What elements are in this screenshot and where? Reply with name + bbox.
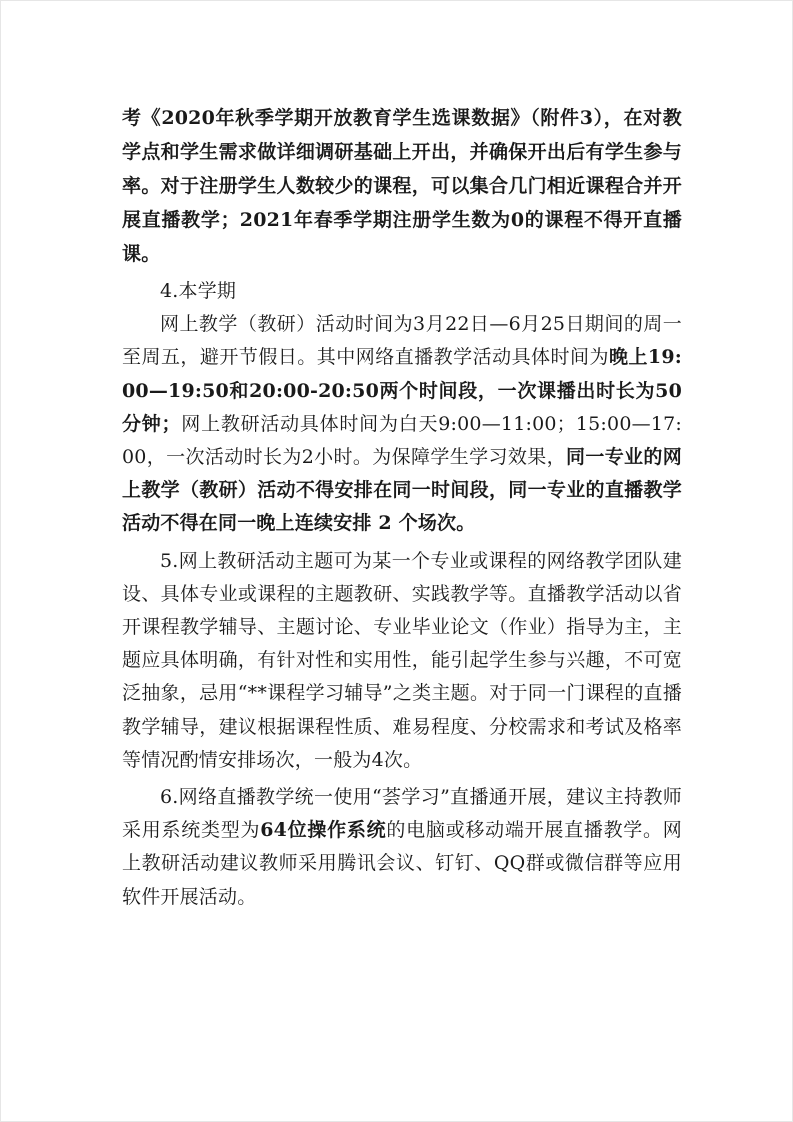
activity-time-text-1: 网上教学（教研）活动时间为3月22日—6月25日期间的周一至周五，避开节假日。其中网络直播教学活动具体时间为 xyxy=(122,313,682,369)
live-platform-text-1: 6.网络直播教学统一使用“荟学习”直播通开展，建议主持教师采用系统类型为 xyxy=(122,786,682,842)
paragraph-heading-this-semester: 4.本学期 xyxy=(160,280,237,302)
activity-time-bold-2: 同一专业的网上教学（教研）活动不得安排在同一时间段，同一专业的直播教学活动不得在同一晚上连续安排 2 个场次。 xyxy=(122,446,682,535)
paragraph-activity-topics: 5.网上教研活动主题可为某一个专业或课程的网络教学团队建设、具体专业或课程的主题教研、实践教学等。直播教学活动以省开课程教学辅导、主题讨论、专业毕业论文（作业）指导为主，主题应具体明确，有针对性和实用性，能引起学生参与兴趣，不可宽泛抽象，忌用“**课程学习辅导”之类主题。对于同一门课程的直播教学辅导，建议根据课程性质、难易程度、分校需求和考试及格率等情况酌情安排场次，一般为4次。 xyxy=(122,549,682,771)
activity-time-bold-1: 晚上19:00—19:50和20:00-20:50两个时间段，一次课播出时长为50分钟； xyxy=(122,346,682,435)
paragraph-live-platform xyxy=(122,781,682,914)
paragraph-activity-time xyxy=(122,308,682,540)
paragraph-course-selection: 考《2020年秋季学期开放教育学生选课数据》（附件3），在对教学点和学生需求做详细调研基础上开出，并确保开出后有学生参与率。对于注册学生人数较少的课程，可以集合几门相近课程合并开展直播教学；2021年春季学期注册学生数为0的课程不得开直播课。 xyxy=(122,107,682,265)
document-body xyxy=(122,101,682,914)
activity-time-text-2: 网上教研活动具体时间为白天9:00—11:00；15:00—17:00，一次活动时长为2小时。为保障学生学习效果， xyxy=(122,412,682,469)
live-platform-bold-1: 64位操作系统 xyxy=(260,819,387,842)
live-platform-text-2: 的电脑或移动端开展直播教学。网上教研活动建议教师采用腾讯会议、钉钉、QQ群或微信群等应用软件开展活动。 xyxy=(122,819,683,908)
